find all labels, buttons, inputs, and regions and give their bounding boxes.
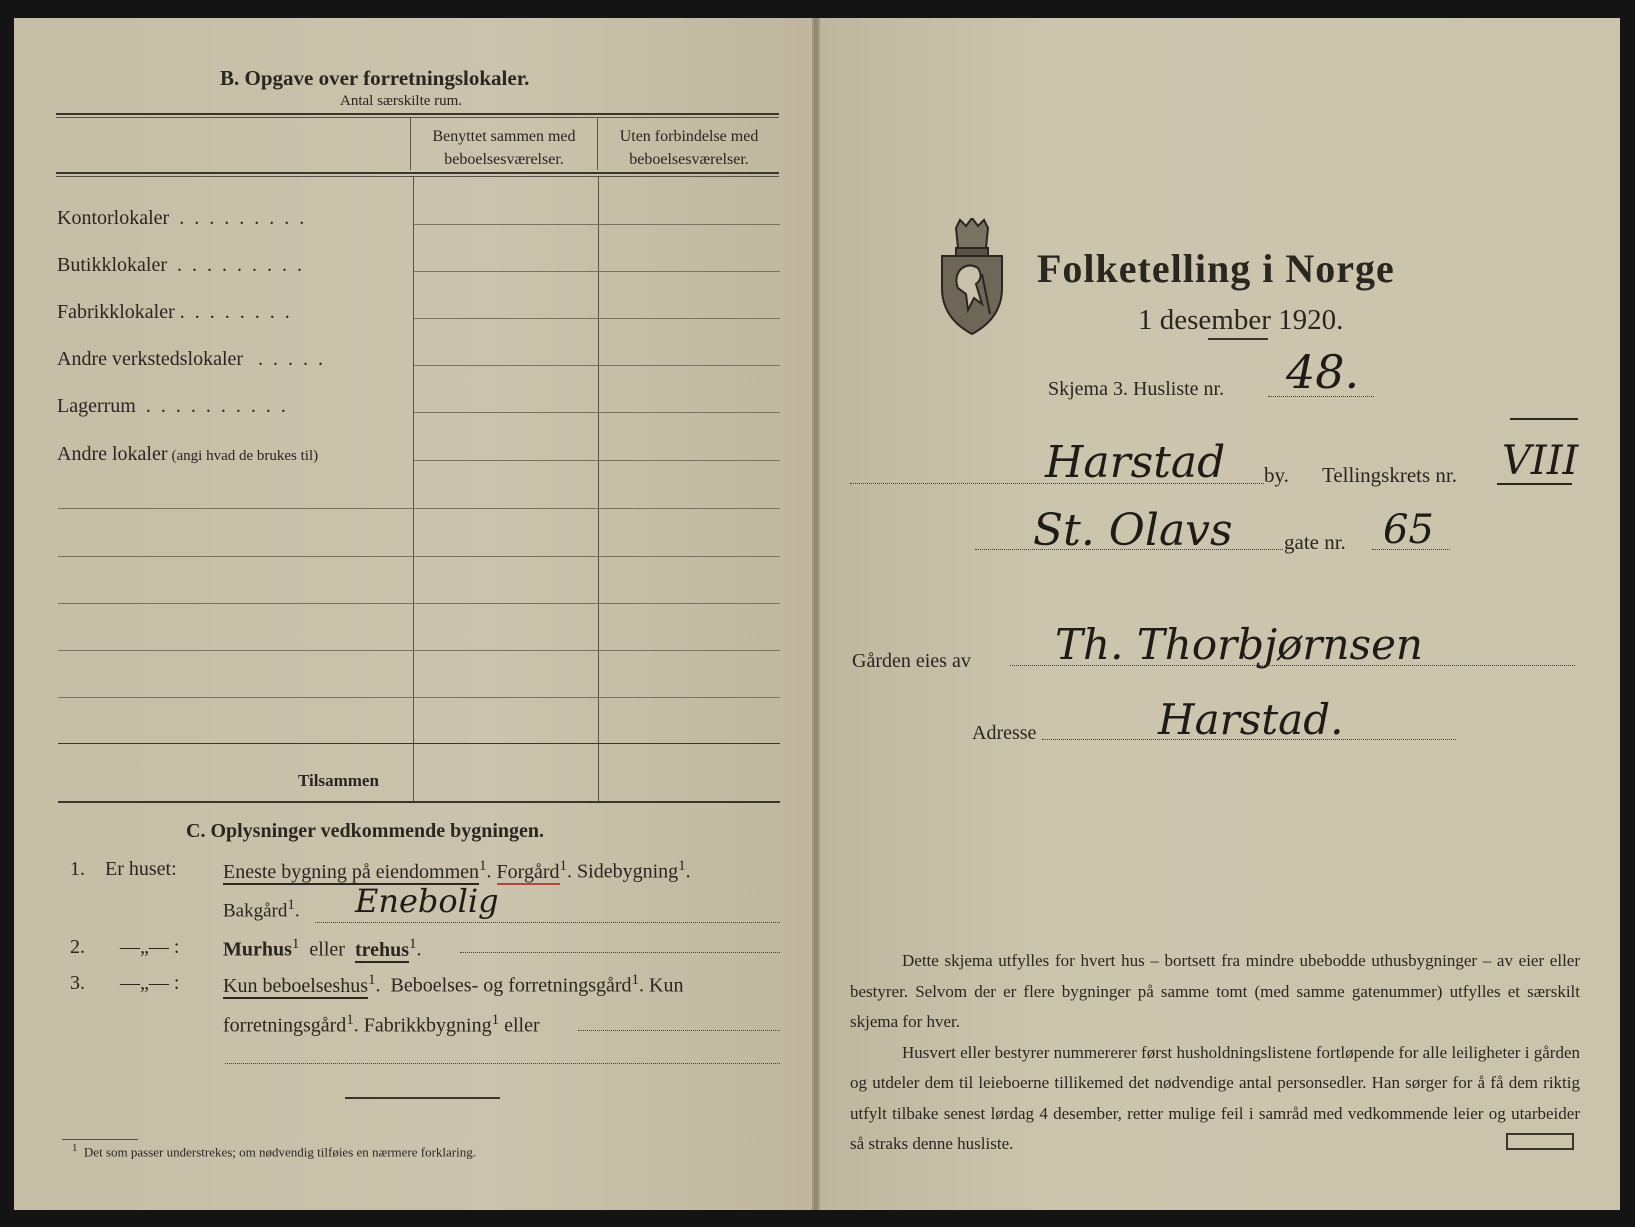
column-header-line: Benyttet sammen med: [432, 128, 576, 145]
census-title: Folketelling i Norge: [1037, 246, 1395, 291]
table-top-rule: [56, 113, 779, 115]
husliste-number: 48.: [1286, 345, 1360, 399]
q1-number: 1.: [70, 858, 85, 880]
row-andre-verkstedslokaler: Andre verkstedslokaler . . . . .: [57, 348, 324, 370]
row-fabrikklokaler: Fabrikklokaler . . . . . . . .: [57, 301, 290, 323]
address-label: Adresse: [972, 722, 1037, 744]
q1-label: Er huset:: [105, 858, 177, 880]
tellingskrets-label: Tellingskrets nr.: [1322, 463, 1458, 487]
column-header-line: Uten forbindelse med: [619, 128, 759, 145]
city-label: by.: [1264, 463, 1289, 487]
section-b-subtitle: Antal særskilte rum.: [340, 93, 463, 109]
column-header-with-dwelling: [412, 125, 596, 171]
footnote: $^1$ Det som passer understrekes; om nødvendig tilføies en nærmere forklaring.: [72, 1142, 476, 1160]
printer-stamp: [1506, 1133, 1574, 1150]
address-value: Harstad.: [1158, 695, 1344, 744]
norwegian-coat-of-arms-icon: [938, 218, 1006, 336]
total-label: Tilsammen: [298, 771, 379, 790]
q1-bakgard: Bakgård$^1$.: [223, 897, 300, 922]
q2-options: Murhus$^1$ eller trehus$^1$.: [223, 936, 422, 961]
section-c-title: C. Oplysninger vedkommende bygningen.: [186, 820, 545, 842]
q2-opt-trehus: trehus: [354, 938, 410, 961]
column-header-line: beboelsesværelser.: [629, 151, 749, 168]
schema-label: Skjema 3. Husliste nr.: [1048, 378, 1225, 400]
instructions: [850, 946, 1580, 1160]
q3-options: Kun beboelseshus$^1$. Beboelses- og forretningsgård$^1$. Kun: [223, 972, 684, 997]
question-2: 2. —„— :: [70, 936, 180, 958]
question-3: 3. —„— :: [70, 972, 180, 994]
q3-opt-kun-beboelseshus: Kun beboelseshus: [223, 974, 368, 997]
q1-options: Eneste bygning på eiendommen$^1$. Forgård$^1$. Sidebygning$^1$.: [223, 858, 691, 883]
owner-value: Th. Thorbjørnsen: [1055, 620, 1423, 669]
instructions-paragraph-1: Dette skjema utfylles for hvert hus – bortsett fra mindre ubebodde uthusbygninger – av eier eller bestyrer. Selvom der er flere bygninger på samme tomt (med samme gatenummer) utfylles et særskilt skjema for hver.: [850, 951, 1580, 1031]
column-header-without-dwelling: [598, 125, 780, 171]
instructions-paragraph-2: Husvert eller bestyrer nummererer først husholdningslistene fortløpende for alle leiligheter i gården og utdeler dem til leieboerne tillikemed det nødvendige antal personsedler. Han sørger for å få dem riktig utfylt tilbake senest lørdag 4 desember, retter mulige feil i samråd med vedkommende leier og utarbeider så straks denne husliste.: [850, 1042, 1580, 1153]
row-andre-lokaler: [57, 443, 318, 466]
question-1: [70, 858, 177, 881]
q1-opt-eneste: Eneste bygning på eiendommen: [223, 860, 480, 883]
andre-lokaler-label: Andre lokaler: [57, 443, 168, 465]
q1-handwritten-answer: Enebolig: [355, 882, 499, 920]
row-lagerrum: Lagerrum . . . . . . . . . .: [57, 395, 286, 417]
city-value: Harstad: [1045, 437, 1226, 488]
column-header-line: beboelsesværelser.: [444, 151, 564, 168]
gate-label: gate nr.: [1284, 530, 1346, 554]
section-b-title: B. Opgave over forretningslokaler.: [220, 66, 530, 90]
q2-opt-murhus: Murhus: [223, 938, 292, 961]
street-value: St. Olavs: [1033, 505, 1233, 556]
q1-opt-sidebygning: Sidebygning: [577, 860, 679, 883]
owner-label: Gården eies av: [852, 650, 971, 672]
page-fold: [812, 18, 820, 1210]
tellingskrets-value: VIII: [1502, 438, 1579, 484]
row-kontorlokaler: Kontorlokaler . . . . . . . . .: [57, 207, 305, 229]
gate-number: 65: [1383, 507, 1434, 553]
census-date: 1 desember 1920.: [1138, 304, 1344, 336]
row-butikklokaler: Butikklokaler . . . . . . . . .: [57, 254, 302, 276]
andre-lokaler-note: (angi hvad de brukes til): [171, 448, 319, 464]
q3-options-line2: forretningsgård$^1$. Fabrikkbygning$^1$ eller: [223, 1012, 540, 1037]
q1-opt-forgard: Forgård: [496, 860, 560, 883]
